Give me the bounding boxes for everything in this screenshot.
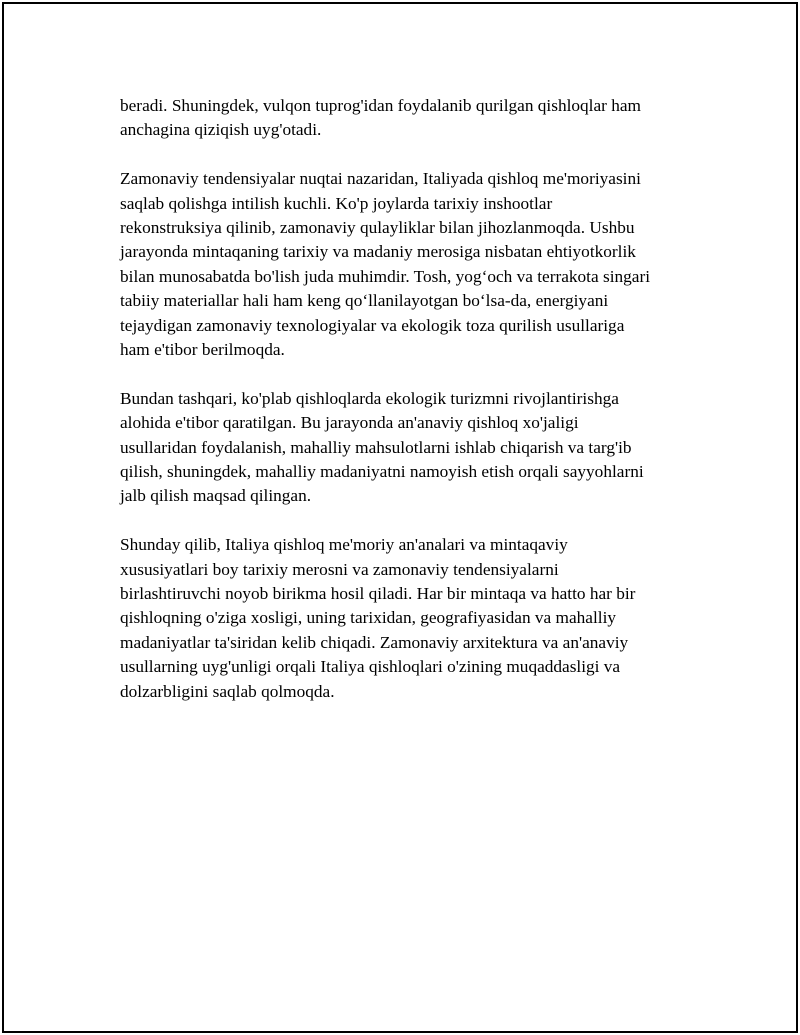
paragraph-4: Shunday qilib, Italiya qishloq me'moriy an'analari va mintaqaviy xususiyatlari boy tarixiy merosni va zamonaviy tendensiyalarni birlashtiruvchi noyob birikma hosil qiladi. Har bir mintaqa va hatto har bir qishloqning o'ziga xosligi, uning tarixidan, geografiyasidan va mahalliy madaniyatlar ta'siridan kelib chiqadi. Zamonaviy arxitektura va an'anaviy usullarning uyg'unligi orqali Italiya qishloqlari o'zining muqaddasligi va dolzarbligini saqlab qolmoqda. bbox=[120, 535, 636, 701]
paragraph-3: Bundan tashqari, ko'plab qishloqlarda ekologik turizmni rivojlantirishga alohida e'tibor qaratilgan. Bu jarayonda an'anaviy qishloq xo'jaligi usullaridan foydalanish, mahalliy mahsulotlarni ishlab chiqarish va targ'ib qilish, shuningdek, mahalliy madaniyatni namoyish etish orqali sayyohlarni jalb qilish maqsad qilingan. bbox=[120, 388, 644, 506]
document-page bbox=[2, 2, 798, 1033]
paragraph-2: Zamonaviy tendensiyalar nuqtai nazaridan, Italiyada qishloq me'moriyasini saqlab qolishga intilish kuchli. Ko'p joylarda tarixiy inshootlar rekonstruksiya qilinib, zamonaviy qulayliklar bilan jihozlanmoqda. Ushbu jarayonda mintaqaning tarixiy va madaniy merosiga nisbatan ehtiyotkorlik bilan munosabatda bo'lish juda muhimdir. Tosh, yog‘och va terrakota singari tabiiy materiallar hali ham keng qo‘llanilayotgan bo‘lsa-da, energiyani tejaydigan zamonaviy texnologiyalar va ekologik toza qurilish usullariga ham e'tibor berilmoqda. bbox=[120, 169, 651, 360]
paragraph-1: beradi. Shuningdek, vulqon tuprog'idan foydalanib qurilgan qishloqlar ham anchagina qiziqish uyg'otadi. bbox=[120, 96, 641, 140]
document-body bbox=[120, 94, 700, 729]
